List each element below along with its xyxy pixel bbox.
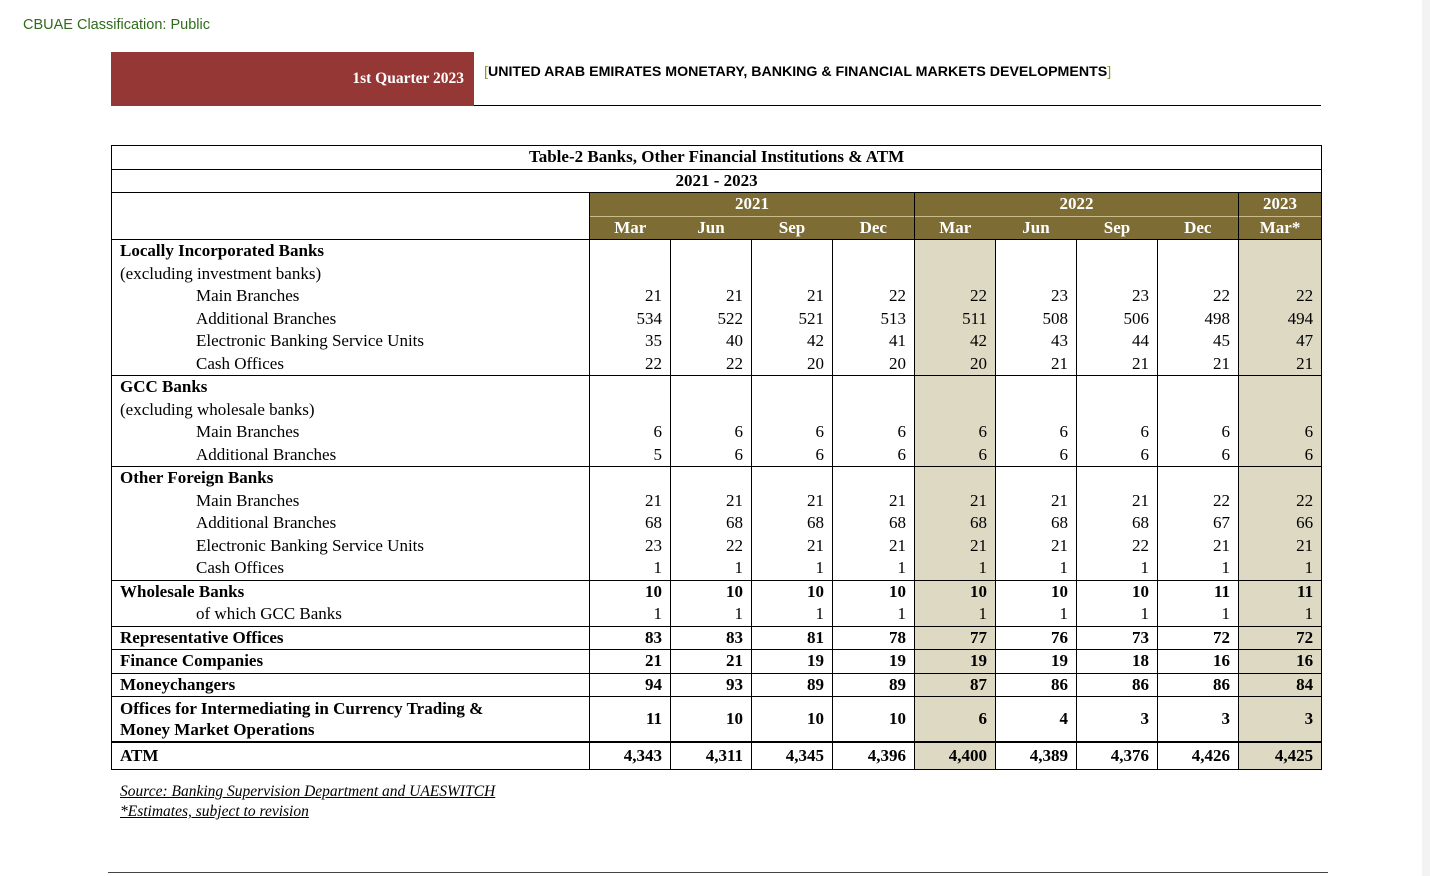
value-cell: 1	[1077, 603, 1158, 626]
value-cell: 21	[996, 490, 1077, 513]
value-cell: 4,400	[915, 742, 996, 770]
value-cell: 22	[833, 285, 915, 308]
value-cell: 21	[996, 535, 1077, 558]
value-cell	[590, 263, 671, 286]
value-cell: 6	[915, 421, 996, 444]
value-cell: 6	[590, 421, 671, 444]
value-cell: 72	[1158, 626, 1239, 650]
value-cell: 22	[1158, 490, 1239, 513]
value-cell: 22	[1158, 285, 1239, 308]
row-label: of which GCC Banks	[112, 603, 590, 626]
value-cell: 83	[671, 626, 752, 650]
value-cell: 22	[671, 353, 752, 376]
value-cell: 1	[671, 557, 752, 580]
value-cell: 3	[1158, 697, 1239, 743]
table-row	[112, 490, 1322, 513]
table-row	[112, 399, 1322, 422]
value-cell: 521	[752, 308, 833, 331]
bracket-close: ]	[1107, 64, 1112, 80]
value-cell: 4,343	[590, 742, 671, 770]
value-cell: 68	[671, 512, 752, 535]
value-cell: 1	[590, 603, 671, 626]
value-cell: 11	[1239, 580, 1322, 603]
value-cell	[1077, 376, 1158, 399]
table-row	[112, 673, 1322, 697]
value-cell: 1	[833, 557, 915, 580]
value-cell: 6	[915, 444, 996, 467]
value-cell: 522	[671, 308, 752, 331]
value-cell: 89	[752, 673, 833, 697]
month-header: Mar	[915, 216, 996, 240]
value-cell: 10	[752, 580, 833, 603]
value-cell: 83	[590, 626, 671, 650]
table-row	[112, 353, 1322, 376]
row-label: Electronic Banking Service Units	[112, 535, 590, 558]
value-cell: 68	[915, 512, 996, 535]
value-cell	[915, 240, 996, 263]
bracket-open: [	[484, 64, 488, 80]
value-cell: 4,396	[833, 742, 915, 770]
value-cell: 72	[1239, 626, 1322, 650]
value-cell	[1239, 399, 1322, 422]
month-header: Jun	[996, 216, 1077, 240]
row-label	[112, 697, 590, 743]
value-cell: 1	[1239, 557, 1322, 580]
value-cell: 93	[671, 673, 752, 697]
value-cell	[1239, 376, 1322, 399]
value-cell: 508	[996, 308, 1077, 331]
value-cell: 6	[996, 444, 1077, 467]
value-cell	[1239, 240, 1322, 263]
value-cell: 86	[1158, 673, 1239, 697]
value-cell: 77	[915, 626, 996, 650]
row-label-line: Offices for Intermediating in Currency Trading &	[120, 699, 484, 718]
value-cell: 534	[590, 308, 671, 331]
value-cell: 6	[1239, 444, 1322, 467]
value-cell: 4,345	[752, 742, 833, 770]
value-cell: 6	[915, 697, 996, 743]
value-cell: 6	[1239, 421, 1322, 444]
value-cell: 22	[1239, 285, 1322, 308]
value-cell: 1	[915, 603, 996, 626]
table-row	[112, 263, 1322, 286]
value-cell	[671, 376, 752, 399]
row-label: Additional Branches	[112, 444, 590, 467]
value-cell: 1	[1158, 603, 1239, 626]
value-cell: 1	[833, 603, 915, 626]
value-cell	[1077, 467, 1158, 490]
value-cell: 22	[590, 353, 671, 376]
value-cell: 22	[915, 285, 996, 308]
value-cell: 21	[996, 353, 1077, 376]
value-cell: 6	[1158, 421, 1239, 444]
page-edge-strip	[1422, 0, 1430, 876]
value-cell	[671, 399, 752, 422]
row-label: GCC Banks	[112, 376, 590, 399]
value-cell: 67	[1158, 512, 1239, 535]
value-cell: 498	[1158, 308, 1239, 331]
row-label: Locally Incorporated Banks	[112, 240, 590, 263]
value-cell: 6	[996, 421, 1077, 444]
value-cell: 76	[996, 626, 1077, 650]
value-cell: 44	[1077, 330, 1158, 353]
value-cell: 6	[671, 421, 752, 444]
value-cell	[833, 376, 915, 399]
value-cell: 78	[833, 626, 915, 650]
value-cell: 73	[1077, 626, 1158, 650]
value-cell: 4,426	[1158, 742, 1239, 770]
value-cell: 45	[1158, 330, 1239, 353]
value-cell	[1158, 240, 1239, 263]
row-label: Additional Branches	[112, 308, 590, 331]
row-label: (excluding wholesale banks)	[112, 399, 590, 422]
value-cell: 4,425	[1239, 742, 1322, 770]
value-cell: 68	[590, 512, 671, 535]
value-cell: 21	[833, 490, 915, 513]
value-cell: 10	[996, 580, 1077, 603]
table-row	[112, 603, 1322, 626]
value-cell: 1	[915, 557, 996, 580]
value-cell: 22	[1077, 535, 1158, 558]
value-cell: 21	[1239, 535, 1322, 558]
month-header: Mar	[590, 216, 671, 240]
value-cell: 66	[1239, 512, 1322, 535]
value-cell	[590, 376, 671, 399]
value-cell: 86	[1077, 673, 1158, 697]
value-cell: 21	[752, 535, 833, 558]
value-cell: 6	[752, 421, 833, 444]
value-cell	[833, 467, 915, 490]
source-note	[120, 782, 495, 822]
value-cell: 1	[996, 603, 1077, 626]
value-cell	[1077, 263, 1158, 286]
estimates-note: *Estimates, subject to revision	[120, 803, 309, 820]
value-cell: 87	[915, 673, 996, 697]
value-cell: 22	[671, 535, 752, 558]
value-cell: 21	[833, 535, 915, 558]
value-cell: 10	[590, 580, 671, 603]
footer-rule	[108, 872, 1328, 873]
table-row	[112, 421, 1322, 444]
value-cell: 10	[833, 697, 915, 743]
month-header: Dec	[833, 216, 915, 240]
value-cell: 4,311	[671, 742, 752, 770]
value-cell: 1	[1158, 557, 1239, 580]
value-cell: 21	[671, 285, 752, 308]
value-cell	[590, 399, 671, 422]
value-cell: 10	[671, 580, 752, 603]
month-header: Jun	[671, 216, 752, 240]
value-cell: 21	[915, 535, 996, 558]
value-cell: 21	[752, 285, 833, 308]
year-header-2023: 2023	[1239, 193, 1322, 217]
value-cell: 511	[915, 308, 996, 331]
value-cell: 68	[752, 512, 833, 535]
value-cell	[671, 240, 752, 263]
value-cell: 68	[1077, 512, 1158, 535]
table-row	[112, 330, 1322, 353]
table-row	[112, 742, 1322, 770]
value-cell: 23	[590, 535, 671, 558]
value-cell	[752, 376, 833, 399]
month-header: Sep	[1077, 216, 1158, 240]
month-header: Mar*	[1239, 216, 1322, 240]
row-label: Additional Branches	[112, 512, 590, 535]
value-cell	[752, 263, 833, 286]
value-cell: 19	[752, 650, 833, 674]
value-cell: 6	[833, 421, 915, 444]
value-cell: 16	[1239, 650, 1322, 674]
value-cell: 21	[1239, 353, 1322, 376]
value-cell: 10	[1077, 580, 1158, 603]
value-cell: 68	[996, 512, 1077, 535]
value-cell: 11	[590, 697, 671, 743]
value-cell: 6	[833, 444, 915, 467]
table-row	[112, 285, 1322, 308]
header-rule	[474, 105, 1321, 106]
row-label: Other Foreign Banks	[112, 467, 590, 490]
value-cell	[1239, 263, 1322, 286]
value-cell	[590, 467, 671, 490]
row-label: Wholesale Banks	[112, 580, 590, 603]
value-cell: 23	[1077, 285, 1158, 308]
value-cell: 10	[833, 580, 915, 603]
value-cell	[752, 467, 833, 490]
value-cell: 1	[671, 603, 752, 626]
value-cell	[590, 240, 671, 263]
month-header: Dec	[1158, 216, 1239, 240]
value-cell: 94	[590, 673, 671, 697]
value-cell: 6	[671, 444, 752, 467]
value-cell: 42	[752, 330, 833, 353]
value-cell	[671, 467, 752, 490]
value-cell: 16	[1158, 650, 1239, 674]
value-cell: 6	[1158, 444, 1239, 467]
banks-table	[111, 145, 1322, 770]
table-row	[112, 557, 1322, 580]
value-cell: 84	[1239, 673, 1322, 697]
row-label: (excluding investment banks)	[112, 263, 590, 286]
value-cell: 1	[996, 557, 1077, 580]
value-cell: 21	[590, 285, 671, 308]
value-cell: 1	[1239, 603, 1322, 626]
table-row	[112, 376, 1322, 399]
row-label: Main Branches	[112, 285, 590, 308]
header-corner	[112, 193, 590, 240]
row-label: Finance Companies	[112, 650, 590, 674]
value-cell: 42	[915, 330, 996, 353]
table-title: Table-2 Banks, Other Financial Institutions & ATM	[112, 146, 1322, 170]
classification-label: CBUAE Classification: Public	[23, 17, 210, 33]
table-row	[112, 535, 1322, 558]
value-cell: 1	[1077, 557, 1158, 580]
value-cell: 21	[671, 650, 752, 674]
table-row	[112, 626, 1322, 650]
row-label: Cash Offices	[112, 353, 590, 376]
table-row	[112, 240, 1322, 263]
value-cell: 41	[833, 330, 915, 353]
value-cell: 19	[833, 650, 915, 674]
value-cell: 21	[1158, 535, 1239, 558]
value-cell	[1158, 467, 1239, 490]
value-cell	[996, 467, 1077, 490]
value-cell: 11	[1158, 580, 1239, 603]
value-cell: 21	[1077, 353, 1158, 376]
value-cell: 6	[1077, 444, 1158, 467]
value-cell: 4	[996, 697, 1077, 743]
value-cell: 3	[1239, 697, 1322, 743]
value-cell: 47	[1239, 330, 1322, 353]
value-cell	[1239, 467, 1322, 490]
value-cell: 21	[752, 490, 833, 513]
value-cell	[915, 376, 996, 399]
table-row	[112, 467, 1322, 490]
value-cell: 1	[752, 603, 833, 626]
row-label: Main Branches	[112, 490, 590, 513]
value-cell: 21	[1077, 490, 1158, 513]
row-label: Moneychangers	[112, 673, 590, 697]
value-cell: 19	[996, 650, 1077, 674]
value-cell: 22	[1239, 490, 1322, 513]
value-cell	[915, 467, 996, 490]
source-line: Source: Banking Supervision Department and UAESWITCH	[120, 783, 496, 800]
value-cell: 4,376	[1077, 742, 1158, 770]
value-cell: 21	[671, 490, 752, 513]
value-cell: 6	[752, 444, 833, 467]
year-header-2021: 2021	[590, 193, 915, 217]
value-cell	[1158, 399, 1239, 422]
value-cell: 20	[752, 353, 833, 376]
value-cell: 21	[1158, 353, 1239, 376]
report-title	[484, 64, 1111, 80]
value-cell	[1077, 240, 1158, 263]
value-cell	[752, 240, 833, 263]
value-cell: 6	[1077, 421, 1158, 444]
month-header: Sep	[752, 216, 833, 240]
report-title-text: UNITED ARAB EMIRATES MONETARY, BANKING & FINANCIAL MARKETS DEVELOPMENTS	[487, 64, 1108, 80]
value-cell	[996, 240, 1077, 263]
value-cell	[915, 399, 996, 422]
value-cell: 86	[996, 673, 1077, 697]
value-cell: 10	[915, 580, 996, 603]
row-label-line: Money Market Operations	[120, 720, 315, 739]
table-row	[112, 650, 1322, 674]
value-cell	[833, 263, 915, 286]
value-cell	[996, 399, 1077, 422]
table-row	[112, 697, 1322, 743]
value-cell	[833, 399, 915, 422]
value-cell	[1158, 263, 1239, 286]
value-cell: 21	[590, 490, 671, 513]
row-label: Main Branches	[112, 421, 590, 444]
value-cell: 10	[671, 697, 752, 743]
value-cell	[996, 376, 1077, 399]
value-cell: 506	[1077, 308, 1158, 331]
table-row	[112, 512, 1322, 535]
value-cell: 513	[833, 308, 915, 331]
value-cell: 21	[915, 490, 996, 513]
value-cell: 1	[752, 557, 833, 580]
value-cell	[1077, 399, 1158, 422]
value-cell: 89	[833, 673, 915, 697]
value-cell	[996, 263, 1077, 286]
value-cell: 1	[590, 557, 671, 580]
row-label: Electronic Banking Service Units	[112, 330, 590, 353]
table-row	[112, 308, 1322, 331]
value-cell: 5	[590, 444, 671, 467]
value-cell: 23	[996, 285, 1077, 308]
value-cell: 4,389	[996, 742, 1077, 770]
value-cell: 20	[833, 353, 915, 376]
value-cell: 43	[996, 330, 1077, 353]
value-cell: 68	[833, 512, 915, 535]
value-cell	[671, 263, 752, 286]
value-cell: 20	[915, 353, 996, 376]
value-cell	[1158, 376, 1239, 399]
value-cell: 494	[1239, 308, 1322, 331]
value-cell: 40	[671, 330, 752, 353]
value-cell: 10	[752, 697, 833, 743]
value-cell: 35	[590, 330, 671, 353]
quarter-label: 1st Quarter 2023	[352, 70, 464, 87]
table-row	[112, 444, 1322, 467]
value-cell: 19	[915, 650, 996, 674]
value-cell	[915, 263, 996, 286]
value-cell: 3	[1077, 697, 1158, 743]
quarter-banner	[111, 52, 474, 106]
table-row	[112, 580, 1322, 603]
table-subtitle: 2021 - 2023	[112, 169, 1322, 193]
value-cell: 18	[1077, 650, 1158, 674]
value-cell	[752, 399, 833, 422]
value-cell: 81	[752, 626, 833, 650]
row-label: Cash Offices	[112, 557, 590, 580]
row-label: Representative Offices	[112, 626, 590, 650]
value-cell	[833, 240, 915, 263]
year-header-2022: 2022	[915, 193, 1239, 217]
value-cell: 21	[590, 650, 671, 674]
row-label: ATM	[112, 742, 590, 770]
